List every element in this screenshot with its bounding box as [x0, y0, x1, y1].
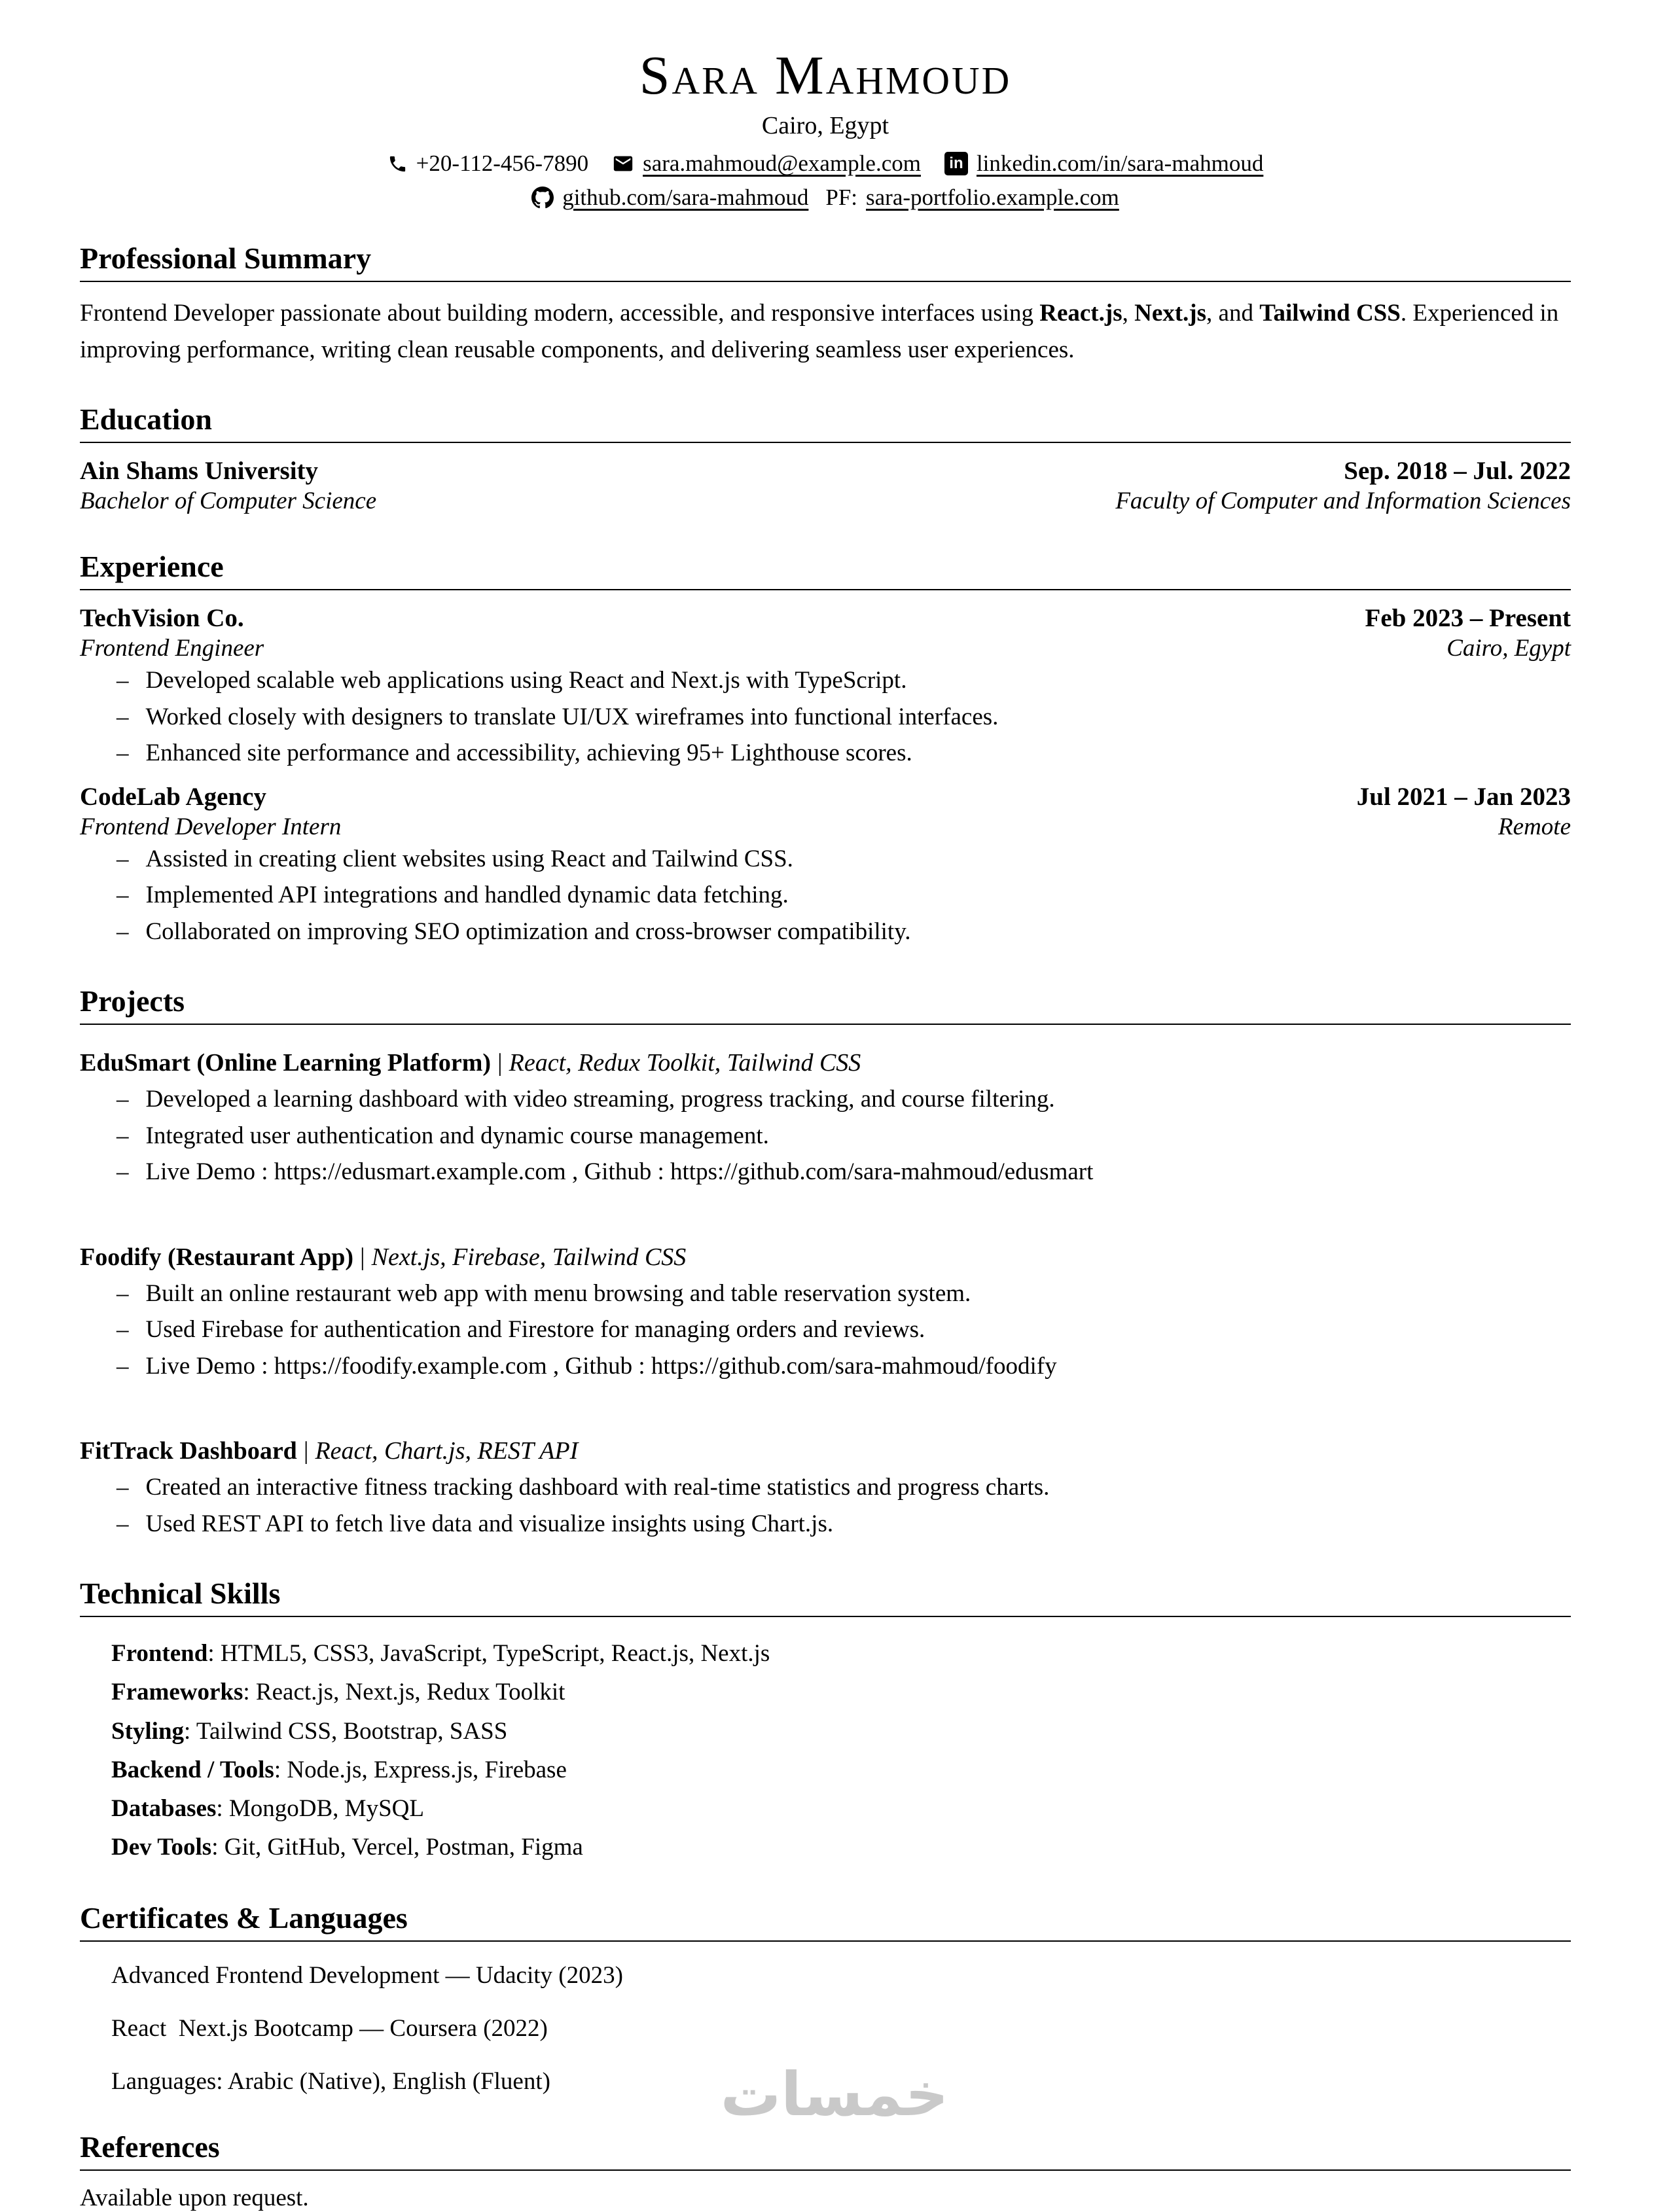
- bullet-text: – Used Firebase for authentication and Firestore for managing orders and reviews.: [145, 1316, 925, 1344]
- bullet-item: [80, 735, 1571, 772]
- summary-segment: Frontend Developer passionate about building modern, accessible, and responsive interfaces using: [80, 300, 1040, 327]
- summary-text: [80, 295, 1571, 368]
- skill-label: Dev Tools :: [111, 1834, 224, 1861]
- certificate-line: Advanced Frontend Development — Udacity (2023): [111, 1962, 623, 1989]
- section-summary: [80, 241, 1571, 368]
- section-title-projects: Projects: [80, 984, 1571, 1025]
- section-title-references: References: [80, 2130, 1571, 2171]
- bullet-text: – Worked closely with designers to translate UI/UX wireframes into functional interfaces.: [145, 703, 999, 730]
- github-link[interactable]: github.com/sara-mahmoud: [562, 185, 809, 211]
- project-entry: [80, 1048, 1571, 1190]
- experience-header-row: [80, 782, 1571, 812]
- project-entry: [80, 1436, 1571, 1542]
- khamsat-watermark: خمسات: [720, 2060, 949, 2130]
- project-stack: Next.js, Firebase, Tailwind CSS: [371, 1243, 687, 1271]
- education-subheader-row: [80, 487, 1571, 515]
- job-location: Remote: [1498, 813, 1571, 840]
- project-stack: React, Redux Toolkit, Tailwind CSS: [509, 1049, 861, 1077]
- portfolio-link[interactable]: sara-portfolio.example.com: [866, 185, 1119, 211]
- skill-value: HTML5, CSS3, JavaScript, TypeScript, React.js, Next.js: [220, 1640, 770, 1668]
- summary-segment: . Experienced in improving performance, writing clean reusable components, and delivering seamless user experiences.: [80, 300, 1559, 363]
- bullet-item: [80, 662, 1571, 699]
- bullet-item: [80, 1275, 1571, 1312]
- company-name: TechVision Co.: [80, 604, 244, 633]
- portfolio-item: [825, 185, 1119, 211]
- skill-label: Styling :: [111, 1718, 196, 1745]
- experience-entry: [80, 603, 1571, 772]
- project-separator: |: [360, 1243, 365, 1271]
- bullet-item: [80, 1469, 1571, 1506]
- experience-header-row: [80, 603, 1571, 633]
- bullet-item: [80, 1506, 1571, 1543]
- section-title-education: Education: [80, 402, 1571, 443]
- bullet-text: – Developed scalable web applications using React and Next.js with TypeScript.: [145, 667, 907, 694]
- bullet-text: – Integrated user authentication and dynamic course management.: [145, 1122, 769, 1149]
- person-location: Cairo, Egypt: [761, 112, 889, 140]
- project-separator: |: [303, 1437, 309, 1465]
- skill-label: Databases :: [111, 1795, 229, 1822]
- bullet-item: [80, 841, 1571, 878]
- skill-value: Node.js, Express.js, Firebase: [287, 1756, 567, 1783]
- degree-name: Bachelor of Computer Science: [80, 488, 377, 515]
- skill-label: Frameworks :: [111, 1679, 256, 1705]
- bullet-text: – Assisted in creating client websites using React and Tailwind CSS.: [145, 845, 793, 872]
- section-skills: [80, 1576, 1571, 1866]
- summary-bold-react: React.js: [1039, 300, 1122, 327]
- project-separator: |: [497, 1049, 503, 1077]
- project-name: FitTrack Dashboard: [80, 1437, 297, 1465]
- experience-dates: Feb 2023 – Present: [1365, 604, 1571, 633]
- bullet-item: [80, 1154, 1571, 1190]
- project-name: EduSmart (Online Learning Platform): [80, 1049, 492, 1077]
- bullet-text: – Enhanced site performance and accessibility, achieving 95+ Lighthouse scores.: [145, 740, 912, 767]
- email-link[interactable]: sara.mahmoud@example.com: [643, 151, 921, 177]
- github-icon: [531, 187, 554, 209]
- resume-header: [80, 47, 1571, 211]
- bullet-item: [80, 1081, 1571, 1118]
- company-name: CodeLab Agency: [80, 782, 266, 811]
- envelope-icon: [612, 152, 634, 175]
- section-projects: [80, 984, 1571, 1542]
- portfolio-label: PF:: [825, 185, 858, 211]
- bullet-item: [80, 914, 1571, 950]
- bullet-item: [80, 1118, 1571, 1154]
- project-title-row: [80, 1048, 1571, 1077]
- bullet-item: [80, 1311, 1571, 1348]
- faculty-name: Faculty of Computer and Information Sciences: [1115, 488, 1571, 515]
- bullet-text: – Built an online restaurant web app with menu browsing and table reservation system.: [145, 1279, 971, 1307]
- person-name: Sara Mahmoud: [639, 45, 1012, 106]
- bullet-item: [80, 1348, 1571, 1385]
- skills-list: [80, 1634, 1571, 1866]
- summary-bold-next: Next.js: [1134, 300, 1207, 327]
- bullet-text: – Live Demo : https://foodify.example.com , Github : https://github.com/sara-mahmoud/foodify: [145, 1352, 1057, 1380]
- experience-subheader-row: [80, 634, 1571, 662]
- phone-item: [387, 151, 588, 177]
- skill-line: [111, 1634, 1571, 1673]
- bullet-text: – Created an interactive fitness tracking dashboard with real-time statistics and progress charts.: [145, 1474, 1050, 1501]
- experience-dates: Jul 2021 – Jan 2023: [1356, 782, 1571, 811]
- project-title-row: [80, 1243, 1571, 1272]
- project-title-row: [80, 1436, 1571, 1465]
- bullet-text: – Live Demo : https://edusmart.example.com , Github : https://github.com/sara-mahmoud/edusmart: [145, 1158, 1094, 1186]
- phone-icon: [387, 154, 408, 174]
- experience-subheader-row: [80, 813, 1571, 841]
- education-header-row: [80, 456, 1571, 486]
- project-list: [80, 1048, 1571, 1542]
- summary-segment: , and: [1206, 300, 1260, 327]
- section-education: [80, 402, 1571, 515]
- skill-value: React.js, Next.js, Redux Toolkit: [255, 1679, 565, 1706]
- project-entry: [80, 1243, 1571, 1385]
- section-references: [80, 2130, 1571, 2212]
- linkedin-item: [944, 151, 1263, 177]
- experience-entry: [80, 782, 1571, 950]
- bullet-text: – Implemented API integrations and handled dynamic data fetching.: [145, 882, 789, 909]
- project-stack: React, Chart.js, REST API: [315, 1437, 579, 1465]
- job-role: Frontend Developer Intern: [80, 813, 342, 840]
- school-name: Ain Shams University: [80, 457, 319, 486]
- section-title-summary: Professional Summary: [80, 241, 1571, 282]
- bullet-item: [80, 699, 1571, 736]
- section-title-experience: Experience: [80, 549, 1571, 590]
- email-item: [612, 151, 921, 177]
- section-title-certificates: Certificates & Languages: [80, 1900, 1571, 1942]
- references-text: Available upon request.: [80, 2185, 309, 2212]
- section-title-skills: Technical Skills: [80, 1576, 1571, 1617]
- bullet-text: – Used REST API to fetch live data and visualize insights using Chart.js.: [145, 1510, 834, 1537]
- job-location: Cairo, Egypt: [1446, 635, 1571, 662]
- github-item: [531, 185, 808, 211]
- skill-line: [111, 1789, 1571, 1828]
- phone-number: +20-112-456-7890: [416, 151, 589, 177]
- skill-value: MongoDB, MySQL: [228, 1794, 424, 1822]
- certificate-line: React Next.js Bootcamp — Coursera (2022): [111, 2015, 548, 2043]
- skill-value: Git, GitHub, Vercel, Postman, Figma: [224, 1834, 583, 1861]
- summary-bold-tailwind: Tailwind CSS: [1259, 300, 1401, 327]
- skill-line: [111, 1673, 1571, 1711]
- skill-line: [111, 1751, 1571, 1789]
- linkedin-icon: in: [944, 152, 968, 175]
- contact-line-2: [80, 185, 1571, 211]
- languages-line: Languages: Arabic (Native), English (Fluent): [111, 2068, 550, 2096]
- contact-line-1: [80, 151, 1571, 177]
- skill-value: Tailwind CSS, Bootstrap, SASS: [196, 1717, 508, 1745]
- project-name: Foodify (Restaurant App): [80, 1243, 354, 1271]
- skill-line: [111, 1712, 1571, 1751]
- linkedin-link[interactable]: linkedin.com/in/sara-mahmoud: [976, 151, 1264, 177]
- education-dates: Sep. 2018 – Jul. 2022: [1344, 457, 1571, 486]
- bullet-text: – Developed a learning dashboard with video streaming, progress tracking, and course filtering.: [145, 1086, 1055, 1113]
- bullet-item: [80, 877, 1571, 914]
- skill-label: Frontend :: [111, 1640, 221, 1667]
- skill-line: [111, 1828, 1571, 1866]
- summary-segment: ,: [1122, 300, 1135, 327]
- section-experience: [80, 549, 1571, 950]
- skill-label: Backend / Tools :: [111, 1757, 287, 1783]
- bullet-text: – Collaborated on improving SEO optimization and cross-browser compatibility.: [145, 918, 911, 945]
- job-role: Frontend Engineer: [80, 635, 264, 662]
